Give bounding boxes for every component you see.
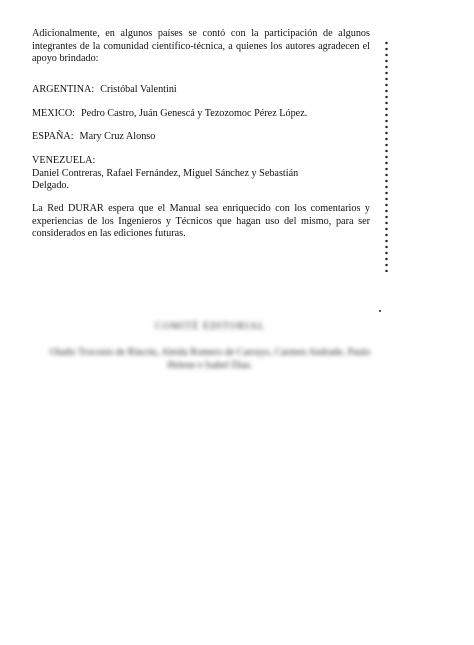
contributor-names: Cristóbal Valentini [100, 84, 177, 95]
contributor-mexico [32, 108, 307, 121]
contributor-names: Mary Cruz Alonso [79, 131, 156, 142]
stray-dot [379, 310, 381, 312]
country-label: VENEZUELA: [32, 155, 96, 166]
contributor-names: Daniel Contreras, Rafael Fernández, Miguel Sánchez y Sebastián Delgado. [32, 167, 299, 192]
dotted-margin-line [385, 40, 388, 272]
closing-paragraph: La Red DURAR espera que el Manual sea enriquecido con los comentarios y experiencias de los Ingenieros y Técnicos que hagan uso del mismo, para ser considerados en las ediciones futuras. [32, 203, 370, 240]
contributor-venezuela [32, 155, 372, 193]
contributor-argentina [32, 84, 177, 97]
contributor-espana [32, 131, 155, 144]
committee-names: Oladis Troconis de Rincón, Aleida Romero de Carruyo, Carmen Andrade, Paulo Helene e Isabel Díaz. [49, 347, 371, 371]
country-label: ARGENTINA: [32, 84, 95, 95]
committee-title: COMITÉ EDITORIAL [155, 321, 265, 332]
country-label: ESPAÑA: [32, 131, 74, 142]
intro-paragraph: Adicionalmente, en algunos países se contó con la participación de algunos integrantes de la comunidad científico-técnica, a quienes los autores agradecen el apoyo brindado: [32, 28, 370, 65]
contributor-names: Pedro Castro, Juán Genescá y Tezozomoc Pérez López. [81, 108, 308, 119]
country-label: MEXICO: [32, 108, 76, 119]
